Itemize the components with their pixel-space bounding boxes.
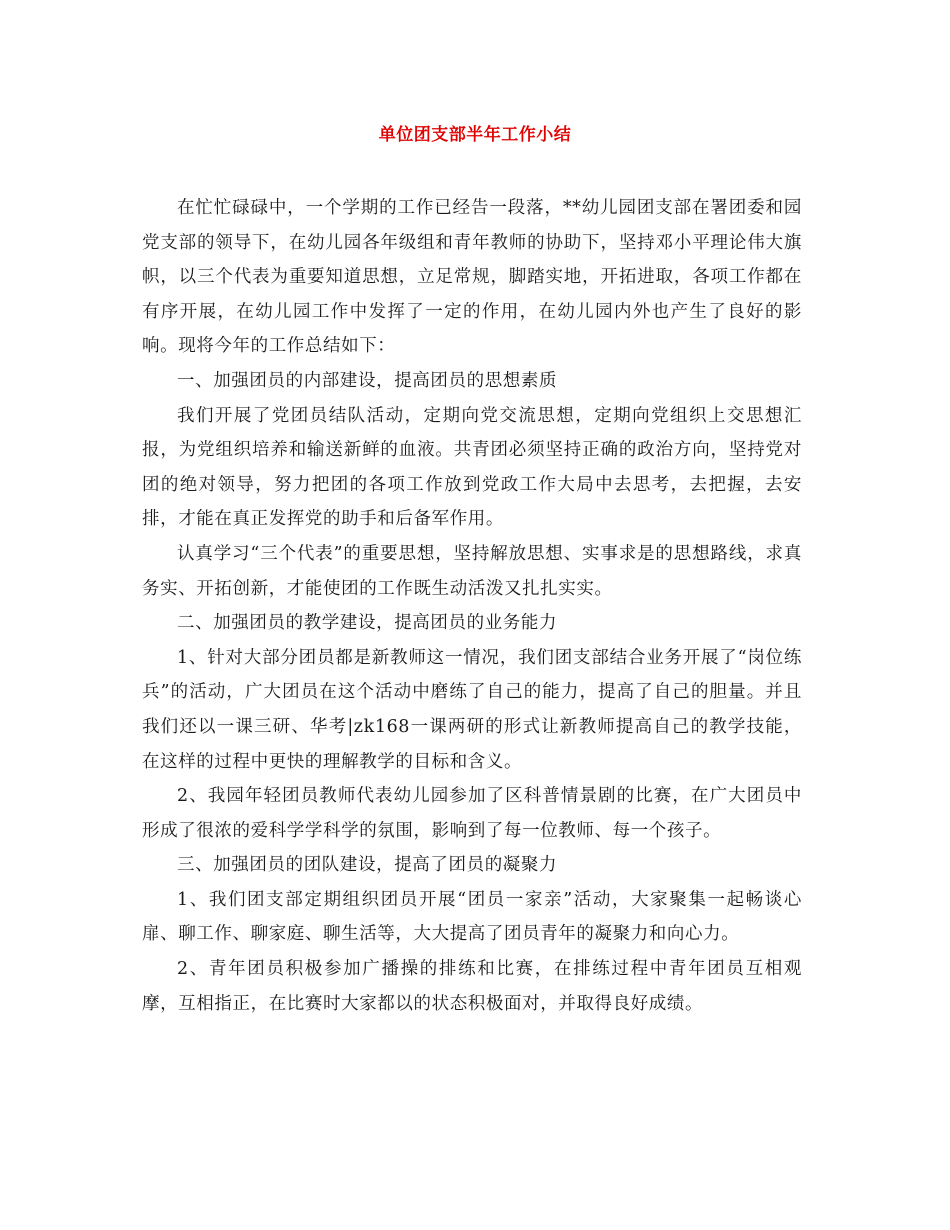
paragraph: 2、我园年轻团员教师代表幼儿园参加了区科普情景剧的比赛，在广大团员中形成了很浓的爱科学学科学的氛围，影响到了每一位教师、每一个孩子。 xyxy=(142,786,802,841)
paragraph: 我们开展了党团员结队活动，定期向党交流思想，定期向党组织上交思想汇报，为党组织培养和输送新鲜的血液。共青团必须坚持正确的政治方向，坚持党对团的绝对领导，努力把团的各项工作放到党政工作大局中去思考，去把握，去安排，才能在真正发挥党的助手和后备军作用。 xyxy=(142,405,802,530)
paragraph: 1、我们团支部定期组织团员开展“团员一家亲”活动，大家聚集一起畅谈心扉、聊工作、聊家庭、聊生活等，大大提高了团员青年的凝聚力和向心力。 xyxy=(142,889,802,945)
document-body xyxy=(142,191,802,1021)
section-heading-3: 三、加强团员的团队建设，提高了团员的凝聚力 xyxy=(177,855,558,876)
section-heading-2: 二、加强团员的教学建设，提高团员的业务能力 xyxy=(177,613,558,634)
paragraph: 2、青年团员积极参加广播操的排练和比赛，在排练过程中青年团员互相观摩，互相指正，在比赛时大家都以的状态积极面对，并取得良好成绩。 xyxy=(142,959,802,1014)
document-title: 单位团支部半年工作小结 xyxy=(378,125,572,145)
paragraph: 认真学习“三个代表”的重要思想，坚持解放思想、实事求是的思想路线，求真务实、开拓创新，才能使团的工作既生动活泼又扎扎实实。 xyxy=(142,543,802,599)
paragraph-intro: 在忙忙碌碌中，一个学期的工作已经告一段落，**幼儿园团支部在署团委和园党支部的领导下，在幼儿园各年级组和青年教师的协助下，坚持邓小平理论伟大旗帜，以三个代表为重要知道思想，立足常规，脚踏实地，开拓进取，各项工作都在有序开展，在幼儿园工作中发挥了一定的作用，在幼儿园内外也产生了良好的影响。现将今年的工作总结如下： xyxy=(142,198,802,357)
section-heading-1: 一、加强团员的内部建设，提高团员的思想素质 xyxy=(177,370,558,391)
paragraph: 1、针对大部分团员都是新教师这一情况，我们团支部结合业务开展了“岗位练兵”的活动，广大团员在这个活动中磨练了自己的能力，提高了自己的胆量。并且我们还以一课三研、华考|zk168一课两研的形式让新教师提高自己的教学技能，在这样的过程中更快的理解教学的目标和含义。 xyxy=(142,647,802,772)
